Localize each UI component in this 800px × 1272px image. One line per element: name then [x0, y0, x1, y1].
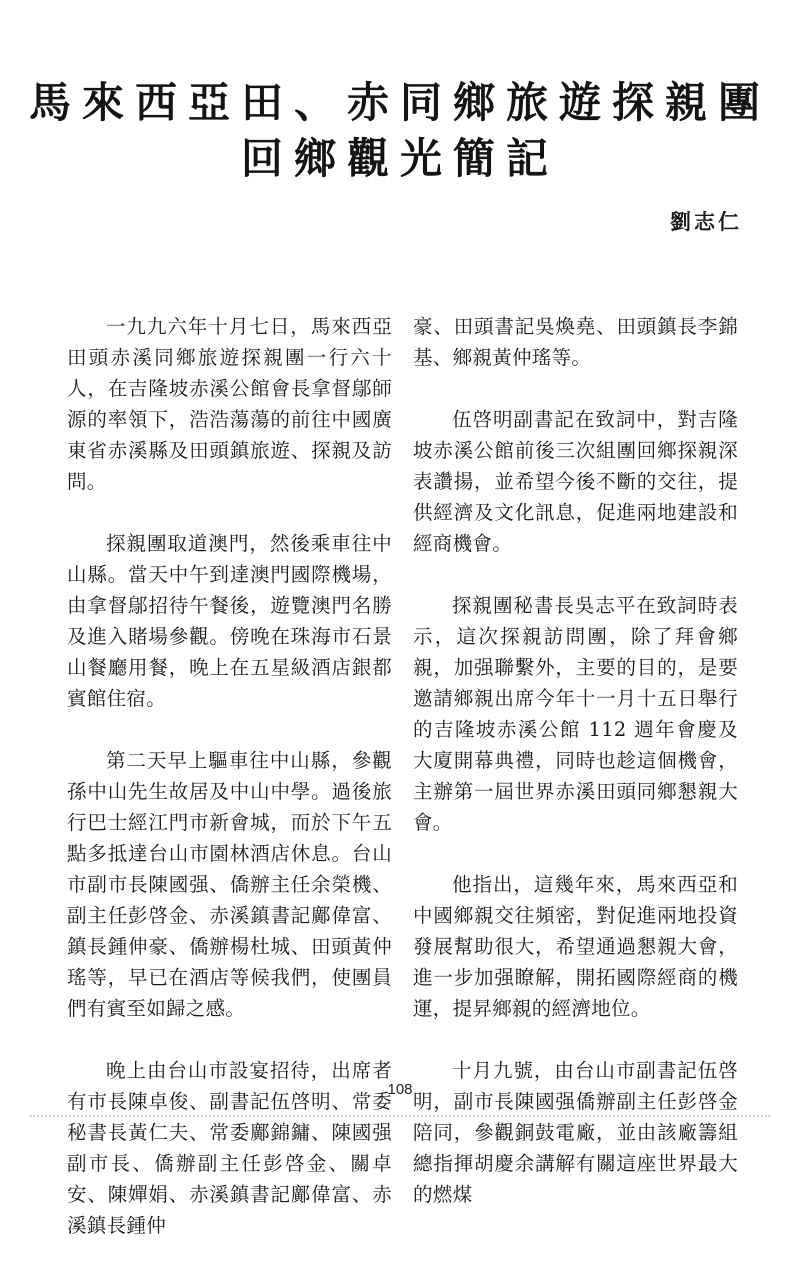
article-title-line-2: 回鄉觀光簡記: [240, 134, 559, 183]
paragraph: 他指出，這幾年來，馬來西亞和中國鄉親交往頻密，對促進兩地投資發展幫助很大，希望通過懇親大會，進一步加强瞭解，開拓國際經商的機運，提昇鄉親的經濟地位。: [413, 873, 738, 1020]
paragraph: 晚上由台山市設宴招待，出席者有市長陳卓俊、副書記伍啓明、常委秘書長黃仁夫、常委鄺錦鏞、陳國强副市長、僑辦副主任彭啓金、關卓安、陳嬋娟、赤溪鎮書記鄺偉富、赤溪鎮長鍾仲: [67, 1059, 392, 1237]
bottom-divider: [30, 1115, 770, 1117]
article-title-line-1: 馬來西亞田、赤同鄉旅遊探親團: [28, 78, 771, 127]
paragraph: 探親團取道澳門，然後乘車往中山縣。當天中午到達澳門國際機場，由拿督鄔招待午餐後，遊覽澳門名勝及進入賭場參觀。傍晚在珠海市石景山餐廳用餐，晚上在五星級酒店銀都賓館住宿。: [67, 532, 392, 710]
right-column: [413, 311, 738, 1241]
paragraph: 豪、田頭書記吳煥堯、田頭鎮長李錦基、鄉親黃仲瑤等。: [413, 315, 738, 369]
paragraph: 十月九號，由台山市副書記伍啓明，副市長陳國强僑辦副主任彭啓金陪同，參觀銅鼓電廠，並由該廠籌組總指揮胡慶余講解有關這座世界最大的燃煤: [413, 1059, 738, 1206]
paragraph: 第二天早上驅車往中山縣，參觀孫中山先生故居及中山中學。過後旅行巴士經江門市新會城，而於下午五點多抵達台山市園林酒店休息。台山市副市長陳國强、僑辦主任余榮機、副主任彭啓金、赤溪鎮書記鄺偉富、鎮長鍾伸豪、僑辦楊杜城、田頭黃仲瑤等，早已在酒店等候我們，使團員們有賓至如歸之感。: [67, 749, 392, 1020]
left-column: [67, 311, 392, 1272]
paragraph: 一九九六年十月七日，馬來西亞田頭赤溪同鄉旅遊探親團一行六十人，在吉隆坡赤溪公館會長拿督鄔師源的率領下，浩浩蕩蕩的前往中國廣東省赤溪縣及田頭鎮旅遊、探親及訪問。: [67, 315, 392, 493]
author-name: 劉志仁: [670, 209, 742, 234]
paragraph: 伍啓明副書記在致詞中，對吉隆坡赤溪公館前後三次組團回鄉探親深表讚揚，並希望今後不斷的交往，提供經濟及文化訊息，促進兩地建設和經商機會。: [413, 408, 738, 555]
page-number: 108: [387, 1081, 413, 1098]
paragraph: 探親團秘書長吳志平在致詞時表示，這次探親訪問團，除了拜會鄉親，加强聯繫外，主要的目的，是要邀請鄉親出席今年十一月十五日舉行的吉隆坡赤溪公館 112 週年會慶及大廈開幕典禮，同時也趁這個機會，主辦第一屆世界赤溪田頭同鄉懇親大會。: [413, 594, 738, 834]
